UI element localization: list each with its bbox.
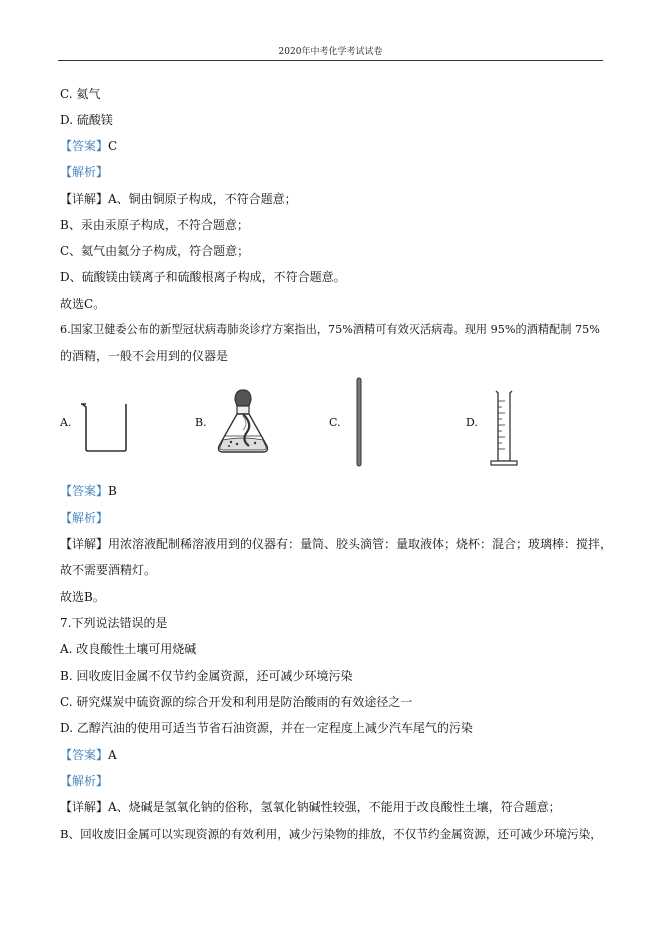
q6-stem-line-2: 的酒精，一般不会用到的仪器是 [60, 349, 229, 363]
answer-tag: 【答案】 [60, 139, 109, 153]
page-header [58, 46, 603, 61]
q5-detail-2: B、汞由汞原子构成，不符合题意； [60, 218, 249, 232]
q6-option-d-letter: D. [466, 416, 478, 429]
q5-option-d: D. 硫酸镁 [60, 113, 113, 127]
q7-option-b: B. 回收废旧金属不仅节约金属资源，还可减少环境污染 [60, 669, 353, 683]
q7-answer [60, 747, 117, 763]
glass-rod-icon [355, 377, 363, 467]
q5-detail-1: 【详解】A、铜由铜原子构成，不符合题意； [60, 192, 297, 206]
q6-option-c-letter: C. [329, 416, 341, 429]
q5-detail-3: C、氦气由氦分子构成，符合题意； [60, 244, 250, 258]
q7-analysis-tag: 【解析】 [60, 774, 109, 788]
answer-tag: 【答案】 [60, 484, 109, 498]
alcohol-lamp-icon [213, 386, 273, 458]
q6-detail-1: 【详解】用浓溶液配制稀溶液用到的仪器有：量筒、胶头滴管：量取液体；烧杯：混合；玻璃棒：搅拌， [60, 537, 613, 551]
q7-detail-2: B、回收废旧金属可以实现资源的有效利用，减少污染物的排放，不仅节约金属资源，还可减少环境污染， [60, 827, 602, 841]
answer-value: A [108, 748, 117, 762]
q7-detail-1: 【详解】A、烧碱是氢氧化钠的俗称，氢氧化钠碱性较强，不能用于改良酸性土壤，符合题意； [60, 800, 561, 814]
q6-answer [60, 483, 117, 499]
q6-analysis-tag: 【解析】 [60, 511, 109, 525]
q6-detail-2: 故不需要酒精灯。 [60, 563, 157, 577]
page-header-title: 2020年中考化学考试试卷 [278, 47, 383, 57]
q7-stem: 7.下列说法错误的是 [60, 616, 168, 630]
q7-option-d: D. 乙醇汽油的使用可适当节省石油资源，并在一定程度上减少汽车尾气的污染 [60, 721, 473, 735]
q5-conclusion: 故选C。 [60, 297, 106, 311]
q5-answer [60, 138, 117, 154]
q5-detail-4: D、硫酸镁由镁离子和硫酸根离子构成，不符合题意。 [60, 270, 346, 284]
q5-option-c: C. 氦气 [60, 87, 101, 101]
q7-option-a: A. 改良酸性土壤可用烧碱 [60, 642, 197, 656]
q6-option-b-letter: B. [195, 416, 207, 429]
q7-option-c: C. 研究煤炭中硫资源的综合开发和利用是防治酸雨的有效途径之一 [60, 695, 413, 709]
answer-value: B [108, 484, 117, 498]
beaker-icon [80, 401, 132, 453]
q6-stem-line-1: 6.国家卫健委公布的新型冠状病毒肺炎诊疗方案指出，75%酒精可有效灭活病毒。现用 95%的酒精配制 75% [60, 323, 600, 336]
q6-conclusion: 故选B。 [60, 590, 105, 604]
q6-option-a-letter: A. [60, 416, 72, 429]
graduated-cylinder-icon [488, 389, 520, 467]
q5-analysis-tag: 【解析】 [60, 165, 109, 179]
answer-tag: 【答案】 [60, 748, 109, 762]
answer-value: C [108, 139, 118, 153]
q6-options [0, 374, 661, 469]
